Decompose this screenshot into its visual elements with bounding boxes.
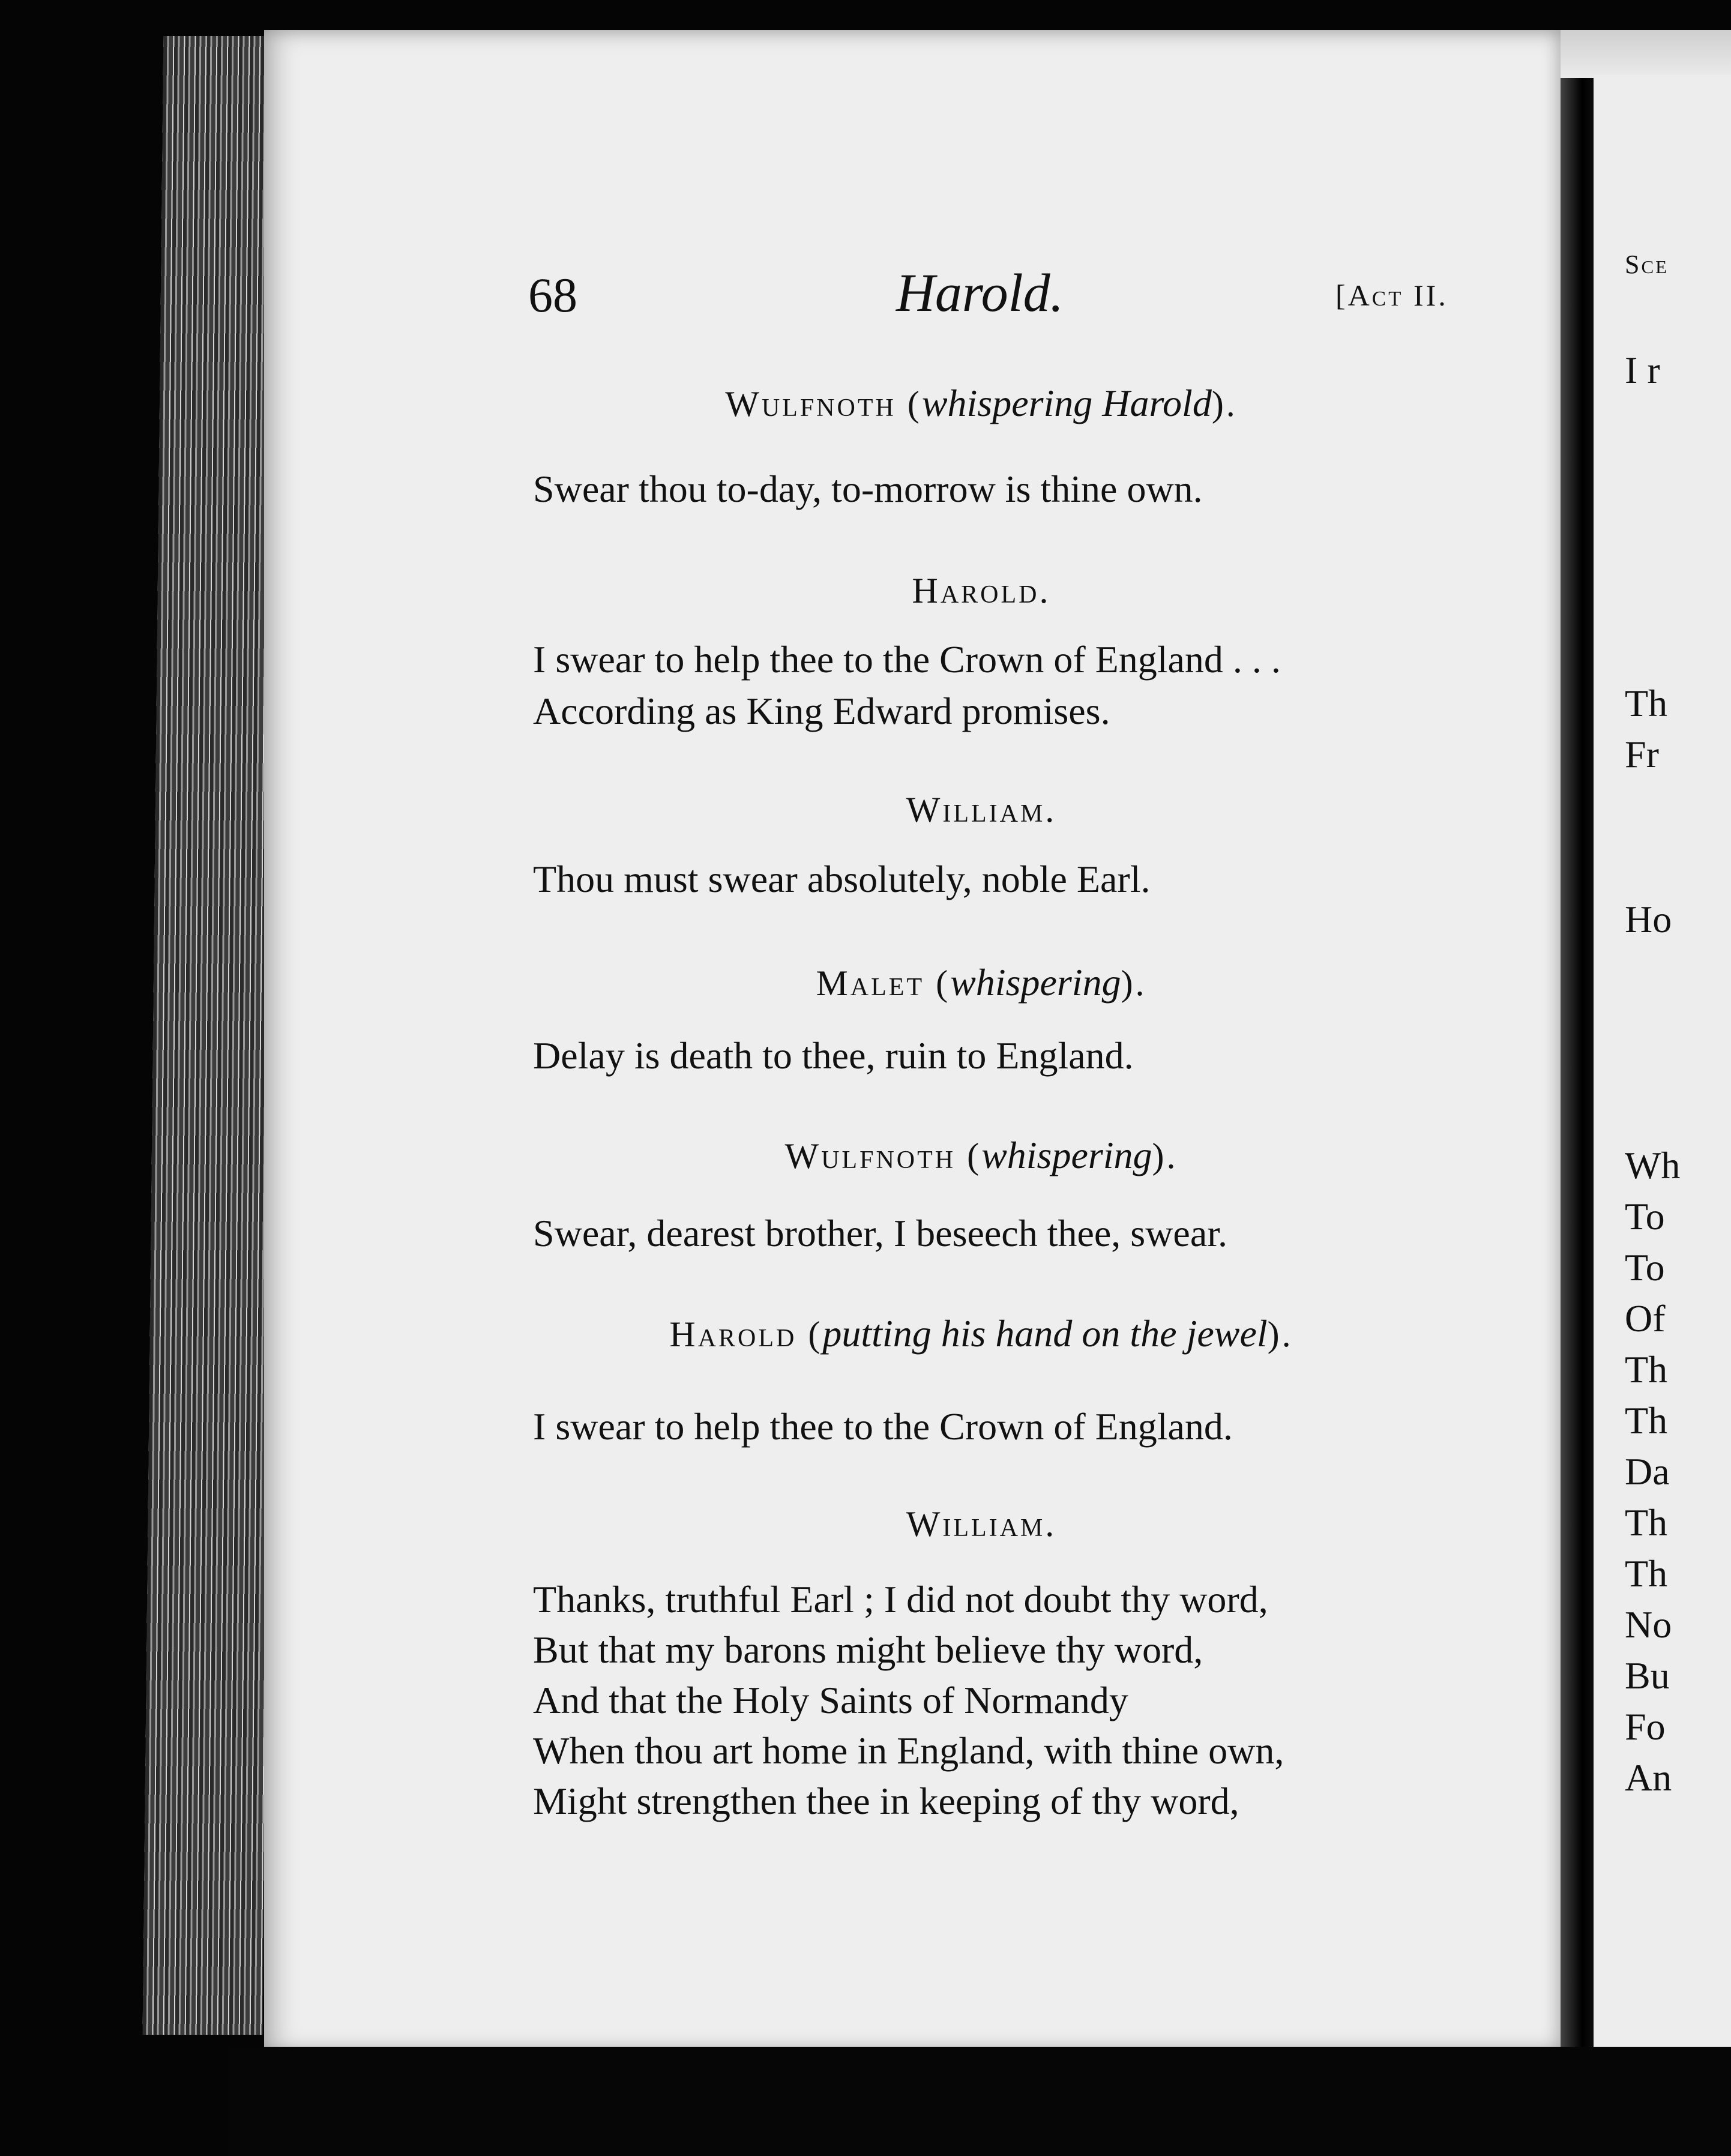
speaker-heading: Harold (putting his hand on the jewel). xyxy=(669,1312,1293,1355)
right-page-fragment xyxy=(1594,75,1731,2098)
right-page-header: Sce xyxy=(1625,250,1669,279)
verse-line: Thou must swear absolutely, noble Earl. xyxy=(533,858,1151,900)
verse-line: Might strengthen thee in keeping of thy word, xyxy=(533,1780,1239,1822)
page-number: 68 xyxy=(528,268,577,322)
fragment-line: Da xyxy=(1625,1450,1670,1493)
stage-direction: whispering xyxy=(950,961,1121,1004)
fragment-line: No xyxy=(1625,1603,1672,1646)
speaker-heading: William. xyxy=(906,790,1057,830)
stage-direction: putting his hand on the jewel xyxy=(822,1312,1268,1355)
running-title: Harold. xyxy=(896,263,1064,323)
speaker-heading: Wulfnoth (whispering). xyxy=(784,1134,1178,1176)
fragment-line: Th xyxy=(1625,682,1668,724)
fragment-line: To xyxy=(1625,1195,1665,1238)
fragment-line: Th xyxy=(1625,1552,1668,1595)
fragment-line: Ho xyxy=(1625,898,1672,941)
fragment-line: Wh xyxy=(1625,1144,1681,1187)
book-gutter xyxy=(1561,78,1597,2113)
fragment-line: To xyxy=(1625,1246,1665,1289)
fragment-line: Th xyxy=(1625,1399,1668,1442)
verse-line: Thanks, truthful Earl ; I did not doubt thy word, xyxy=(533,1578,1268,1621)
fragment-line: I r xyxy=(1625,349,1660,391)
bottom-shadow xyxy=(228,2047,1731,2156)
speaker-heading: Malet (whispering). xyxy=(816,961,1147,1004)
speaker-heading: William. xyxy=(906,1504,1057,1544)
speaker-heading: Harold. xyxy=(912,571,1051,610)
verse-line: Swear thou to-day, to-morrow is thine own. xyxy=(533,468,1203,510)
speaker-heading: Wulfnoth (whispering Harold). xyxy=(725,382,1238,424)
verse-line: According as King Edward promises. xyxy=(533,690,1110,732)
verse-line: And that the Holy Saints of Normandy xyxy=(533,1679,1128,1721)
verse-line: I swear to help thee to the Crown of England . . . xyxy=(533,638,1281,681)
fragment-line: Th xyxy=(1625,1348,1668,1391)
verse-line: Swear, dearest brother, I beseech thee, swear. xyxy=(533,1212,1227,1254)
fragment-line: Th xyxy=(1625,1501,1668,1544)
stage-direction: whispering xyxy=(981,1134,1152,1176)
verse-line: But that my barons might believe thy word, xyxy=(533,1628,1203,1671)
left-page xyxy=(264,30,1561,2053)
stage-direction: whispering Harold xyxy=(921,382,1212,424)
act-label: [Act II. xyxy=(1335,279,1448,312)
fragment-line: An xyxy=(1625,1756,1672,1799)
fragment-line: Bu xyxy=(1625,1654,1670,1697)
verse-line: When thou art home in England, with thine own, xyxy=(533,1729,1284,1772)
verse-line: I swear to help thee to the Crown of England. xyxy=(533,1405,1233,1448)
fragment-line: Fr xyxy=(1625,733,1659,775)
book-page-edges xyxy=(143,36,284,2035)
fragment-line: Fo xyxy=(1625,1705,1666,1748)
fragment-line: Of xyxy=(1625,1297,1666,1340)
verse-line: Delay is death to thee, ruin to England. xyxy=(533,1034,1134,1077)
running-header xyxy=(264,263,1561,327)
